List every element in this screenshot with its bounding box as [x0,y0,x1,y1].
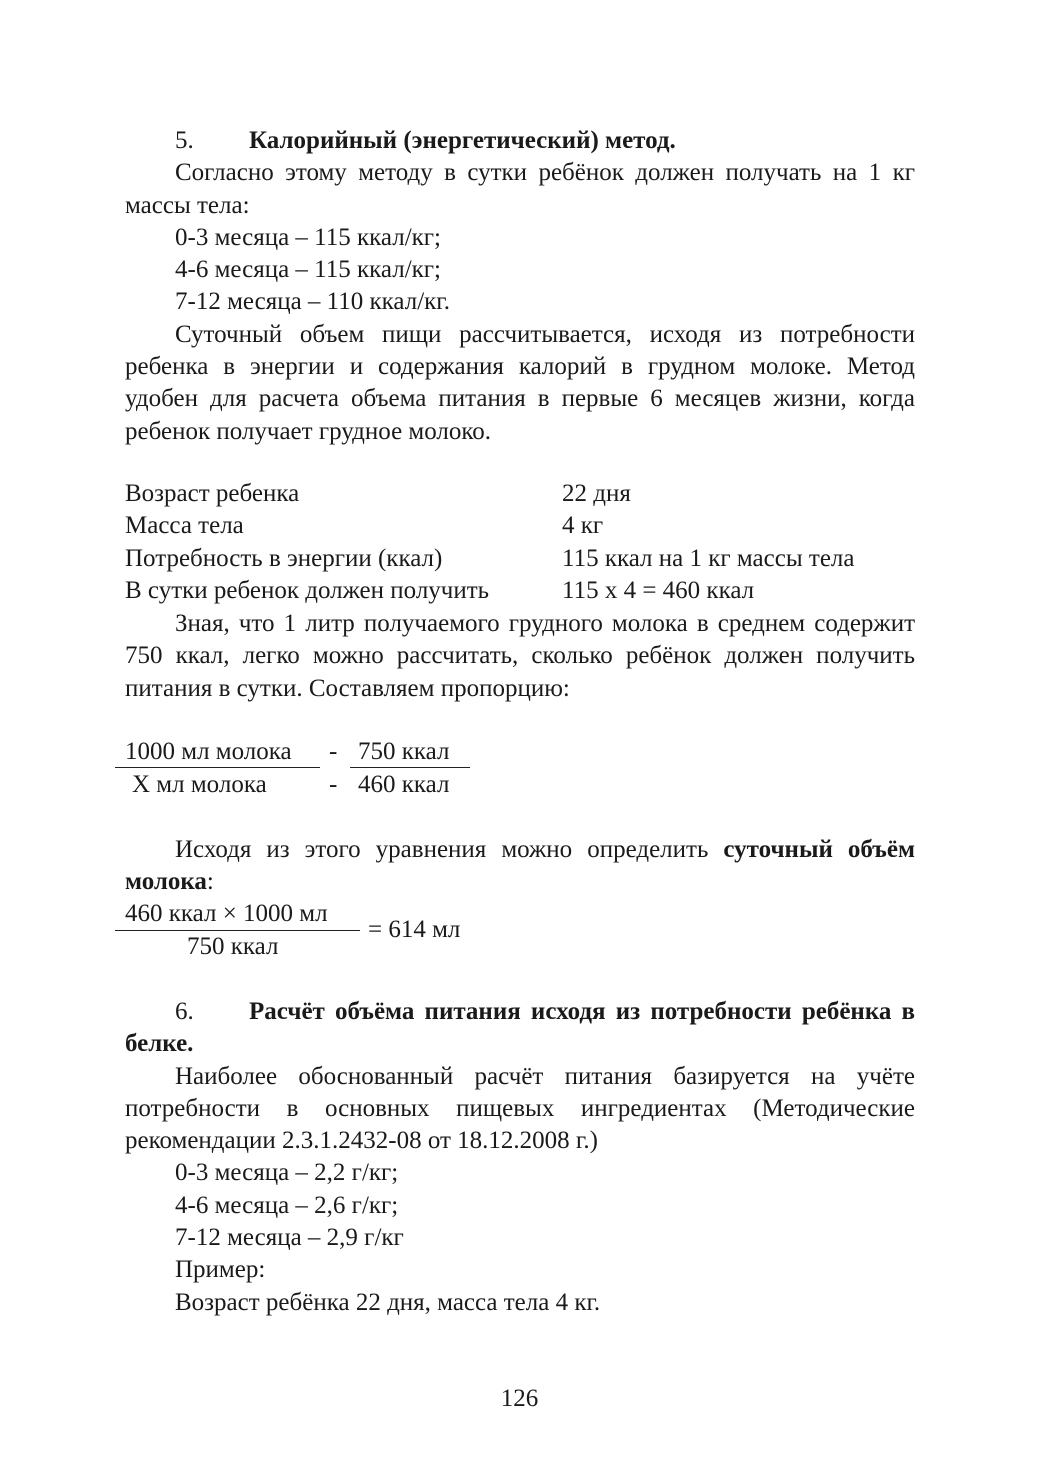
table-row [125,575,925,607]
proportion-bottom-right: 460 ккал [358,771,450,798]
formula-denominator: 750 ккал [187,933,279,960]
list-item: 0-3 месяца – 2,2 г/кг; [175,1159,399,1187]
section-5-intro: Согласно этому методу в сутки ребёнок должен получать на 1 кг массы тела: [125,159,915,219]
table-value: 22 дня [562,480,631,507]
section-6-title: Расчёт объёма питания исходя из потребности ребёнка в белке. [125,998,915,1058]
table-value: 4 кг [562,512,604,540]
table-row [125,510,925,542]
table-label: Потребность в энергии (ккал) [125,544,443,572]
section-6-heading [125,996,915,1061]
page-number: 126 [500,1385,539,1412]
table-value: 115 х 4 = 460 ккал [562,576,755,604]
example-text: Возраст ребёнка 22 дня, масса тела 4 кг. [175,1288,601,1316]
section-5 [125,125,915,448]
list-item: 4-6 месяца – 2,6 г/кг; [175,1191,399,1219]
table-label: В сутки ребенок должен получить [125,576,490,604]
calculation-table [125,478,925,607]
proportion-top-left: 1000 мл молока [125,738,292,765]
section-5-paragraph: Суточный объем пищи рассчитывается, исходя из потребности ребенка в энергии и содержания калорий в грудном молоке. Метод удобен для расчета объема питания в первые 6 месяцев жизни, когда ребенок получает грудное молоко. [125,320,915,445]
paragraph-tail: : [206,868,214,896]
proportion-bottom-dash: - [329,771,338,798]
formula-result: = 614 мл [368,916,461,943]
paragraph-proportion-intro [125,608,915,705]
proportion-bottom-left: Х мл молока [132,771,267,798]
table-value: 115 ккал на 1 кг массы тела [562,544,855,572]
table-label: Возраст ребенка [125,480,300,507]
list-item: 7-12 месяца – 2,9 г/кг [175,1224,404,1252]
paragraph-text [125,834,915,899]
paragraph-daily-volume [125,834,915,899]
section-6 [125,996,915,1319]
list-item: 7-12 месяца – 110 ккал/кг. [175,288,450,316]
section-5-heading [125,125,915,157]
list-item: 4-6 месяца – 115 ккал/кг; [175,256,442,284]
formula-numerator: 460 ккал × 1000 мл [125,900,328,927]
table-label: Масса тела [125,512,244,540]
table-row [125,543,925,575]
proportion-line-right [350,767,470,768]
proportion-line-left [115,767,320,768]
section-5-title: Калорийный (энергетический) метод. [249,127,676,154]
paragraph-text: Зная, что 1 литр получаемого грудного молока в среднем содержит 750 ккал, легко можно рассчитать, сколько ребёнок должен получить питания в сутки. Составляем пропорцию: [125,610,915,702]
example-label: Пример: [175,1256,266,1284]
paragraph-bold: суточный объём молока [125,836,915,896]
proportion-top-right: 750 ккал [358,738,450,765]
list-item: 0-3 месяца – 115 ккал/кг; [175,223,442,251]
section-6-paragraph: Наиболее обоснованный расчёт питания базируется на учёте потребности в основных пищевых ингредиентах (Методические рекомендации 2.3.1.2432-08 от 18.12.2008 г.) [125,1062,915,1155]
table-row [125,478,925,510]
paragraph-lead: Исходя из этого уравнения можно определить [175,836,724,863]
proportion-top-dash: - [329,738,338,765]
section-6-number: 6. [175,998,194,1025]
section-5-number: 5. [175,127,194,154]
